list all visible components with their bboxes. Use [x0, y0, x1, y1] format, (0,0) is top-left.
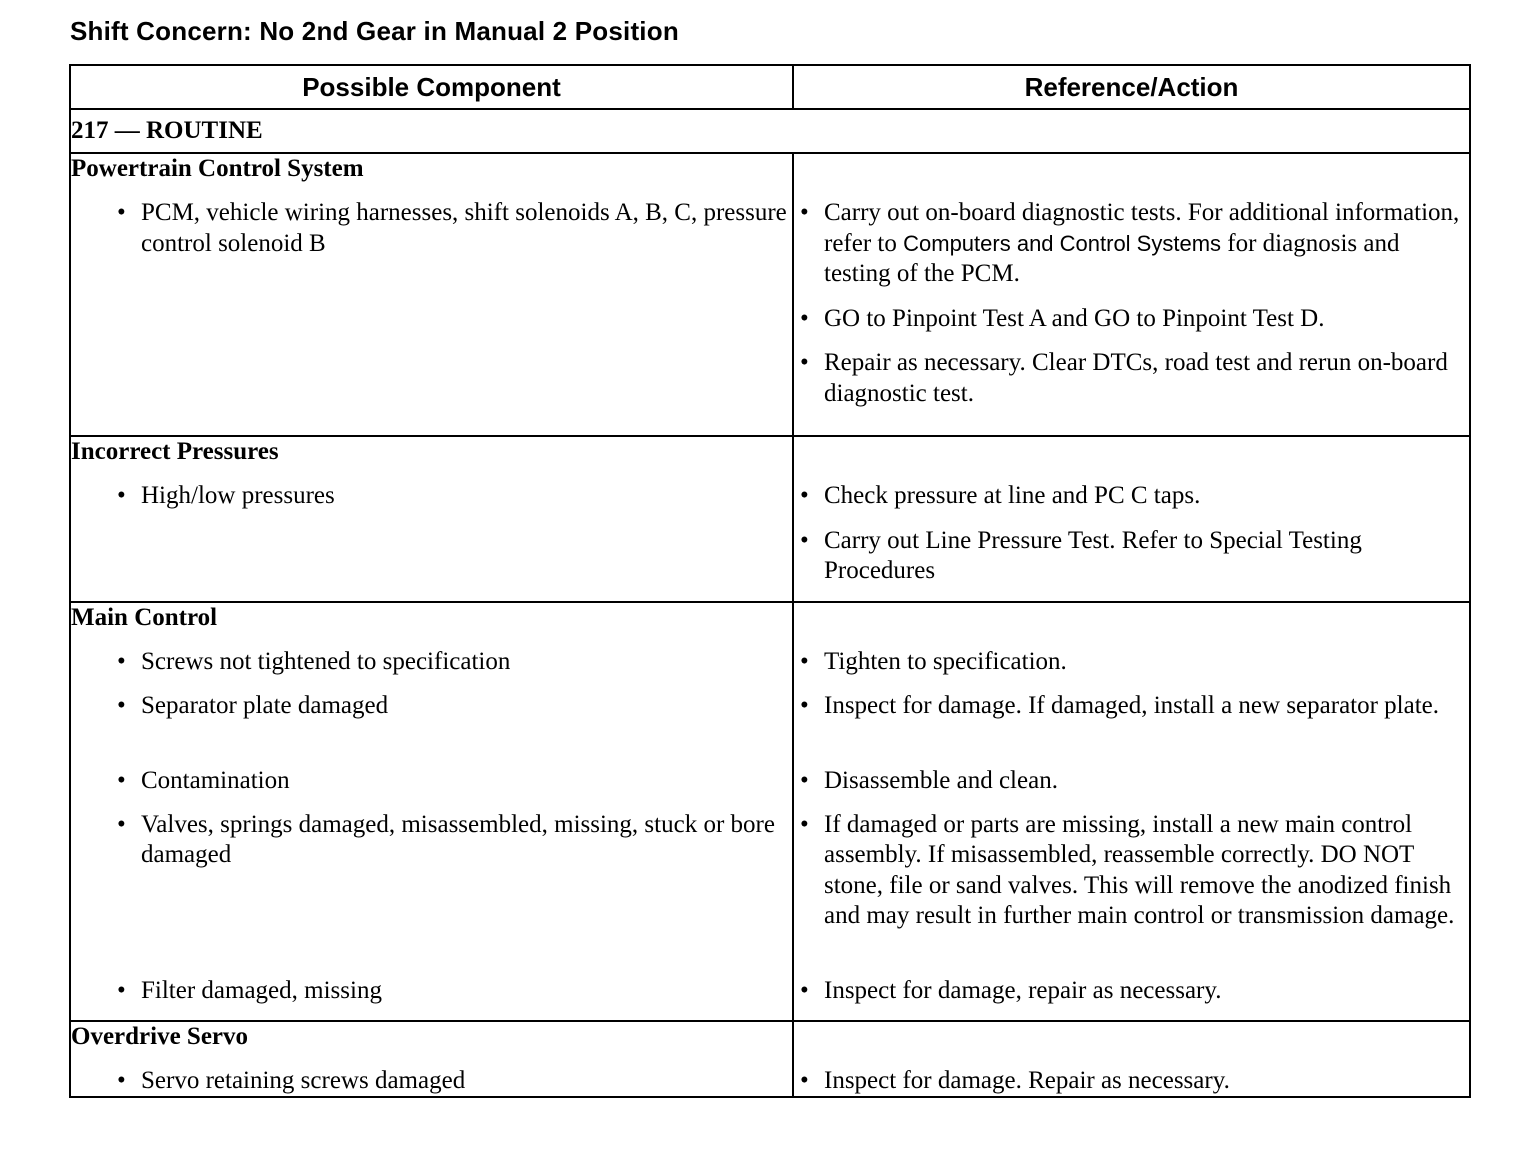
group-title: Overdrive Servo — [71, 1022, 249, 1050]
routine-label: 217 — ROUTINE — [70, 109, 1470, 153]
list-item: • Separator plate damaged — [71, 691, 792, 752]
list-item: • Repair as necessary. Clear DTCs, road test and rerun on-board diagnostic test. — [794, 348, 1469, 409]
list-item: • GO to Pinpoint Test A and GO to Pinpoint Test D. — [794, 304, 1469, 335]
group-title: Main Control — [71, 603, 218, 631]
routine-row — [70, 109, 1470, 153]
component-cell — [70, 436, 793, 602]
list-item: • Disassemble and clean. — [794, 766, 1469, 796]
table-row — [70, 436, 1470, 602]
column-header-component: Possible Component — [70, 65, 793, 109]
list-item: • PCM, vehicle wiring harnesses, shift solenoids A, B, C, pressure control solenoid B — [71, 198, 792, 259]
list-item: • Check pressure at line and PC C taps. — [794, 481, 1469, 512]
component-cell — [70, 602, 793, 1021]
list-item: • Inspect for damage, repair as necessary. — [794, 976, 1469, 1006]
component-cell — [70, 1021, 793, 1098]
page-title: Shift Concern: No 2nd Gear in Manual 2 Position — [70, 16, 679, 46]
list-item: • Inspect for damage. If damaged, install a new separator plate. — [794, 691, 1469, 752]
list-item: • Carry out Line Pressure Test. Refer to Special Testing Procedures — [794, 526, 1469, 587]
action-text: for diagnosis and testing of the PCM. — [824, 229, 1400, 287]
action-cell — [793, 436, 1470, 602]
table-header-row — [70, 65, 1470, 109]
list-item: • Valves, springs damaged, misassembled, missing, stuck or bore damaged — [71, 810, 792, 962]
list-item — [794, 198, 1469, 290]
list-item: • If damaged or parts are missing, install a new main control assembly. If misassembled, reassemble correctly. DO NOT stone, file or sand valves. This will remove the anodized finish and may result in further main control or transmission damage. — [794, 810, 1469, 962]
group-title: Powertrain Control System — [71, 155, 364, 182]
diagnosis-table — [69, 64, 1471, 1098]
list-item: • Tighten to specification. — [794, 647, 1469, 677]
reference-link[interactable]: Computers and Control Systems — [903, 230, 1222, 256]
component-cell — [70, 153, 793, 436]
table-row — [70, 602, 1470, 1021]
action-cell — [793, 1021, 1470, 1098]
action-cell — [793, 153, 1470, 436]
list-item: • Inspect for damage. Repair as necessary. — [794, 1066, 1469, 1097]
list-item: • Contamination — [71, 766, 792, 796]
action-cell — [793, 602, 1470, 1021]
column-header-action: Reference/Action — [793, 65, 1470, 109]
group-title: Incorrect Pressures — [71, 438, 279, 465]
list-item: • Servo retaining screws damaged — [71, 1066, 792, 1097]
table-row — [70, 1021, 1470, 1098]
list-item: • Screws not tightened to specification — [71, 647, 792, 677]
table-row — [70, 153, 1470, 436]
list-item: • Filter damaged, missing — [71, 976, 792, 1006]
action-text: Carry out on-board diagnostic tests. For additional information, refer to — [824, 199, 1460, 257]
list-item: • High/low pressures — [71, 481, 792, 512]
